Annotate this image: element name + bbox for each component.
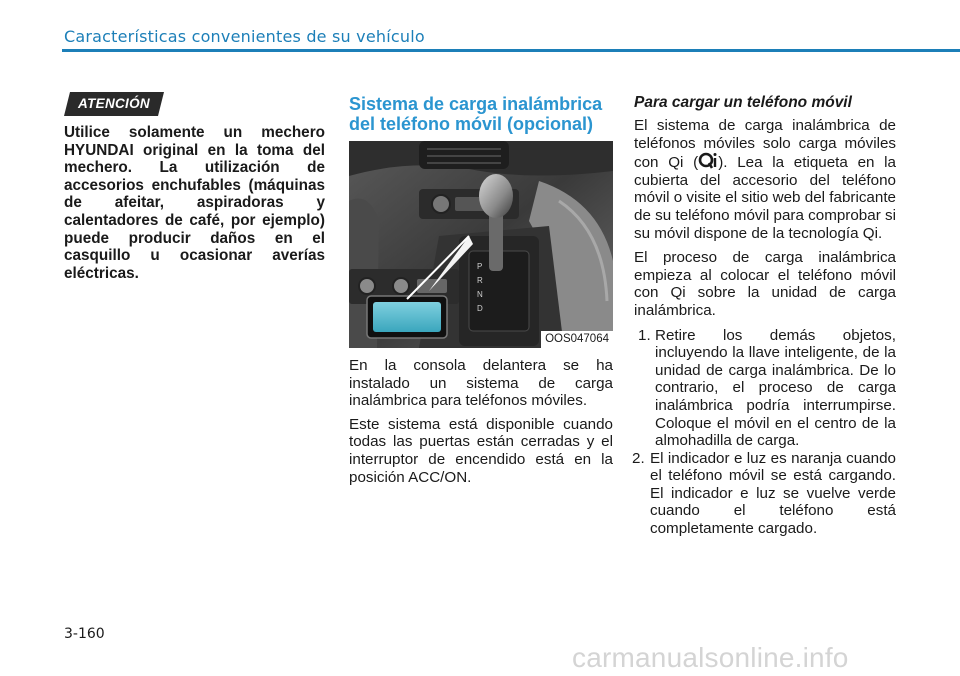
qi-logo-icon <box>698 152 718 170</box>
svg-text:R: R <box>477 276 483 285</box>
caution-label: ATENCIÓN <box>78 96 150 111</box>
console-photo <box>349 141 613 348</box>
step-number: 2. <box>632 449 645 467</box>
console-photo-illustration <box>349 141 613 348</box>
caution-badge <box>64 92 164 116</box>
charging-steps <box>634 327 896 538</box>
svg-text:P: P <box>477 262 483 271</box>
charging-paragraph-2: El proceso de carga inalámbrica empieza al colocar el teléfono móvil con Qi sobre la unidad de carga inalámbrica. <box>634 249 896 319</box>
section-title: Sistema de carga inalámbrica del teléfono móvil (opcional) <box>349 94 603 134</box>
step-text: Retire los demás objetos, incluyendo la llave inteligente, de la unidad de carga inalámbrica. De lo contrario, el proceso de carga inalámbrica podría interrumpirse. Coloque el móvil en el centro de la almohadilla de carga. <box>655 326 896 450</box>
step-text: El indicador e luz es naranja cuando el teléfono móvil se está cargando. El indicador e luz se vuelve verde cuando el teléfono está completamente cargado. <box>650 449 896 538</box>
charging-body <box>634 117 896 538</box>
list-item <box>638 327 896 450</box>
section-body <box>349 357 613 492</box>
watermark: carmanualsonline.info <box>572 642 849 673</box>
header-rule <box>62 49 960 52</box>
svg-text:D: D <box>477 304 483 313</box>
section-paragraph-2: Este sistema está disponible cuando todas las puertas están cerradas y el interruptor de encendido está en la posición ACC/ON. <box>349 415 613 486</box>
photo-caption: OOS047064 <box>541 331 613 348</box>
header-title: Características convenientes de su vehículo <box>64 27 425 46</box>
page-number: 3-160 <box>64 626 105 642</box>
section-paragraph-1: En la consola delantera se ha instalado un sistema de carga inalámbrica para teléfonos móviles. <box>349 357 613 410</box>
list-item <box>632 450 896 538</box>
charging-intro <box>634 117 896 242</box>
charging-intro-after: ). Lea la etiqueta en la cubierta del accesorio del teléfono móvil o visite el sitio web del fabricante de su teléfono móvil para comprobar si su móvil dispone de la tecnología Qi. <box>634 154 897 242</box>
svg-text:N: N <box>477 290 483 299</box>
caution-text: Utilice solamente un mechero HYUNDAI original en la toma del mechero. La utilización de accesorios enchufables (máquinas de afeitar, aspiradoras y calentadores de café, por ejemplo) puede producir daños en el casquillo u ocasionar averías eléctricas. <box>64 124 325 282</box>
charging-intro-before: El sistema de carga inalámbrica de teléfonos móviles solo carga móviles con Qi ( <box>634 117 896 172</box>
charging-title: Para cargar un teléfono móvil <box>634 94 852 111</box>
step-number: 1. <box>638 326 651 344</box>
